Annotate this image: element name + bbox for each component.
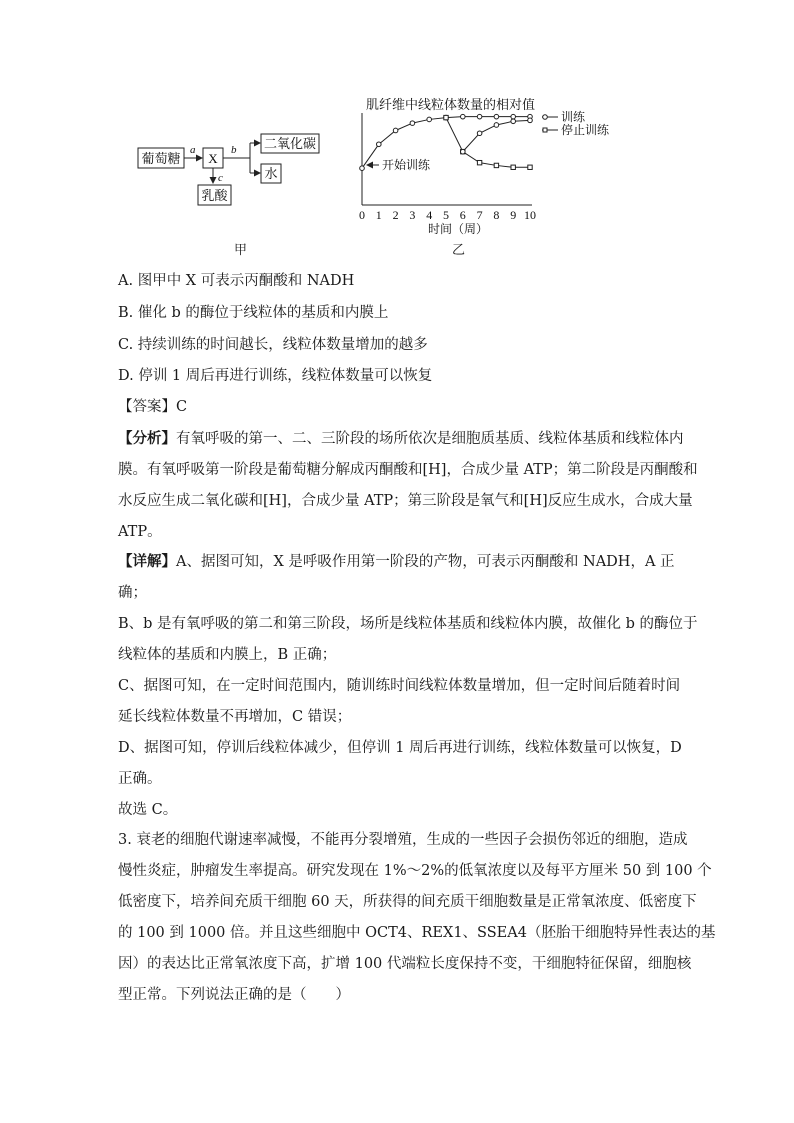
chart-b — [359, 97, 610, 236]
water-label: 水 — [264, 166, 278, 181]
arrow-b-label: b — [231, 144, 237, 156]
legend-stop-marker — [543, 128, 547, 132]
x-tick-label: 0 — [359, 208, 365, 222]
co2-label: 二氧化碳 — [263, 136, 317, 151]
x-tick-label: 10 — [524, 208, 536, 222]
data-point — [393, 128, 398, 133]
detail-row-7: D、据图可知，停训后线粒体减少，但停训 1 周后再进行训练，线粒体数量可以恢复，D — [118, 740, 682, 756]
detail-row-9: 故选 C。 — [118, 802, 178, 818]
lactate-label: 乳酸 — [201, 188, 228, 203]
answer-line: 【答案】C — [118, 399, 188, 415]
analysis-row-2: 膜。有氧呼吸第一阶段是葡萄糖分解成丙酮酸和[H]，合成少量 ATP；第二阶段是丙酮酸和 — [118, 462, 698, 478]
detail-row-1: 【详解】A、据图可知，X 是呼吸作用第一阶段的产物，可表示丙酮酸和 NADH，A 正 — [118, 553, 675, 570]
figure-a-caption: 甲 — [234, 243, 248, 258]
q3-row-4: 的 100 到 1000 倍。并且这些细胞中 OCT4、REX1、SSEA4（胚胎干细胞特异性表达的基 — [118, 925, 716, 941]
option-d: D. 停训 1 周后再进行训练，线粒体数量可以恢复 — [118, 368, 433, 384]
x-tick-label: 9 — [510, 208, 517, 222]
data-point — [494, 163, 498, 167]
arrow-a-label: a — [190, 144, 196, 156]
data-point — [528, 165, 532, 169]
data-point — [377, 142, 382, 147]
q3-row-1: 3. 衰老的细胞代谢速率减慢，不能再分裂增殖，生成的一些因子会损伤邻近的细胞，造成 — [118, 832, 688, 848]
chart-title: 肌纤维中线粒体数量的相对值 — [366, 97, 536, 112]
x-ticks — [359, 208, 536, 222]
series-line-2 — [446, 118, 530, 168]
data-point — [494, 114, 499, 119]
data-point — [427, 117, 432, 122]
data-point — [360, 166, 365, 171]
arrow-c-label: c — [218, 172, 223, 184]
data-point — [410, 121, 415, 126]
data-point — [477, 160, 481, 164]
data-point — [444, 115, 448, 119]
q3-row-3: 低密度下，培养间充质干细胞 60 天，所获得的间充质干细胞数量是正常氧浓度、低密度下 — [118, 894, 697, 910]
detail-row-3: B、b 是有氧呼吸的第二和第三阶段，场所是线粒体基质和线粒体内膜，故催化 b 的酶位于 — [118, 616, 698, 632]
figure-b-caption: 乙 — [452, 243, 466, 258]
data-point — [511, 119, 516, 124]
figure-area — [130, 95, 610, 265]
data-point — [494, 123, 499, 128]
detail-row-8: 正确。 — [118, 771, 162, 787]
question-3 — [118, 825, 716, 1011]
x-tick-label: 3 — [409, 208, 416, 222]
data-point — [511, 165, 515, 169]
q3-row-5: 因）的表达比正常氧浓度下高，扩增 100 代端粒长度保持不变，干细胞特征保留，细胞核 — [118, 956, 692, 972]
x-tick-label: 5 — [443, 208, 449, 222]
analysis-row-4: ATP。 — [118, 524, 162, 540]
analysis-row-1: 【分析】有氧呼吸的第一、二、三阶段的场所依次是细胞质基质、线粒体基质和线粒体内 — [118, 430, 684, 447]
option-a: A. 图甲中 X 可表示丙酮酸和 NADH — [118, 273, 355, 289]
q3-row-6: 型正常。下列说法正确的是（ ） — [118, 987, 350, 1003]
data-point — [477, 131, 482, 136]
legend-train-label: 训练 — [561, 110, 586, 124]
legend-stop-label: 停止训练 — [561, 123, 610, 137]
analysis-tag: 【分析】 — [118, 430, 176, 447]
x-tick-label: 8 — [493, 208, 500, 222]
detail-row-2: 确； — [118, 585, 147, 601]
x-tick-label: 6 — [459, 208, 466, 222]
x-tick-label: 1 — [375, 208, 382, 222]
analysis-row-3: 水反应生成二氧化碳和[H]，合成少量 ATP；第三阶段是氧气和[H]反应生成水，合成大量 — [118, 493, 693, 509]
diagram-a — [138, 134, 319, 205]
glucose-label: 葡萄糖 — [141, 151, 181, 166]
detail-row-5: C、据图可知，在一定时间范围内，随训练时间线粒体数量增加，但一定时间后随着时间 — [118, 678, 681, 694]
legend-train-marker — [543, 115, 548, 120]
detail-row-4: 线粒体的基质和内膜上，B 正确； — [118, 647, 337, 663]
option-b: B. 催化 b 的酶位于线粒体的基质和内膜上 — [118, 305, 389, 321]
detail-row-6: 延长线粒体数量不再增加，C 错误； — [118, 709, 352, 725]
data-point — [511, 114, 516, 119]
data-point — [528, 118, 533, 123]
x-tick-label: 7 — [476, 208, 483, 222]
x-tick-label: 4 — [426, 208, 433, 222]
x-axis-label: 时间（周） — [427, 222, 489, 236]
data-point — [461, 114, 466, 119]
q3-row-2: 慢性炎症，肿瘤发生率提高。研究发现在 1%～2%的低氧浓度以及每平方厘米 50 到 100 个 — [118, 863, 712, 879]
data-point — [477, 114, 482, 119]
x-label: X — [208, 151, 218, 166]
detail-tag: 【详解】 — [118, 553, 176, 570]
analysis-block — [118, 423, 698, 548]
figure-svg — [130, 95, 610, 265]
detail-block — [118, 546, 698, 826]
data-point — [461, 149, 466, 154]
start-training-label: 开始训练 — [382, 158, 431, 172]
option-c: C. 持续训练的时间越长，线粒体数量增加的越多 — [118, 337, 428, 353]
legend — [542, 109, 610, 137]
x-tick-label: 2 — [392, 208, 399, 222]
